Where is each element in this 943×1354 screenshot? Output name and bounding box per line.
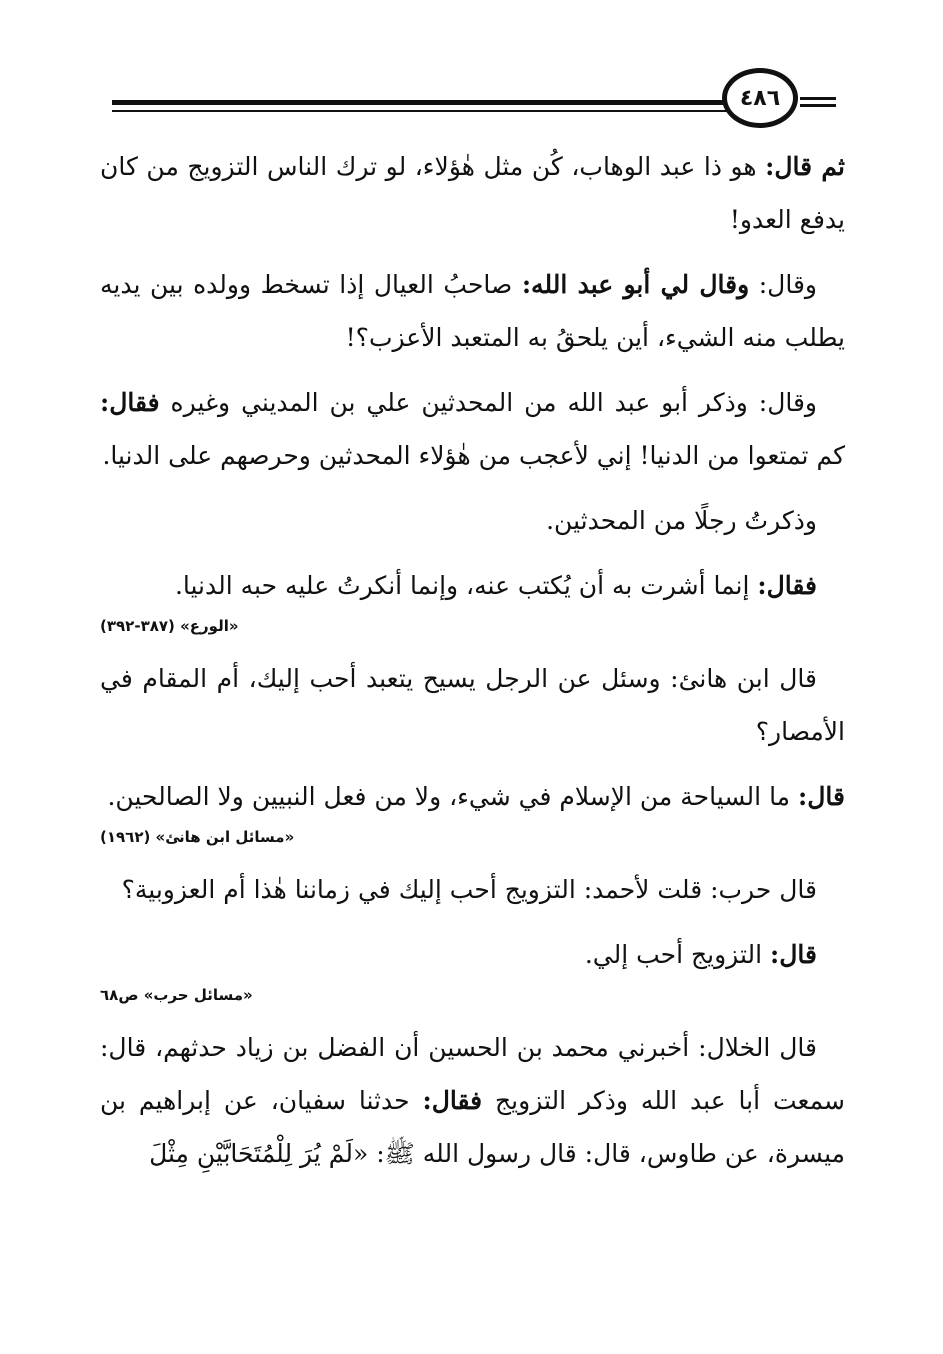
paragraph-text: كم تمتعوا من الدنيا! إني لأعجب من هٰؤلاء المحدثين وحرصهم على الدنيا. xyxy=(102,441,845,470)
paragraph-9 xyxy=(100,928,845,981)
source-text: «الورع» (٣٨٧-٣٩٢) xyxy=(100,617,239,635)
speaker-lead: فقال: xyxy=(422,1086,483,1115)
paragraph-1 xyxy=(100,140,845,246)
source-citation-2 xyxy=(100,825,845,849)
speaker-lead: فقال: xyxy=(757,571,817,600)
paragraph-text: وذكرتُ رجلًا من المحدثين. xyxy=(546,506,817,535)
header-rule-right-top xyxy=(800,97,836,100)
header-rule-right-bottom xyxy=(800,104,836,107)
paragraph-3 xyxy=(100,376,845,482)
paragraph-pre: وقال: وذكر أبو عبد الله من المحدثين علي بن المديني وغيره xyxy=(159,388,817,417)
paragraph-5 xyxy=(100,559,845,612)
paragraph-text: قال الخلال: أخبرني محمد بن الحسين أن الفضل بن زياد حدثهم، قال: سمعت أبا عبد الله وذكر التزويج xyxy=(100,1033,845,1115)
header-rule-thin xyxy=(112,110,730,112)
speaker-lead: فقال: xyxy=(100,388,160,417)
paragraph-text: هو ذا عبد الوهاب، كُن مثل هٰؤلاء، لو ترك الناس التزويج من كان يدفع العدو! xyxy=(100,152,845,234)
paragraph-text-cont: حدثنا سفيان، عن إبراهيم بن ميسرة، عن طاوس، قال: قال رسول الله ﷺ: «لَمْ يُرَ لِلْمُتَحَابَّيْنِ مِثْلَ xyxy=(100,1086,845,1168)
page-number: ٤٨٦ xyxy=(722,68,798,128)
paragraph-text: التزويج أحب إلي. xyxy=(584,940,771,969)
paragraph-4 xyxy=(100,494,845,547)
paragraph-text: قال ابن هانئ: وسئل عن الرجل يسيح يتعبد أحب إليك، أم المقام في الأمصار؟ xyxy=(100,664,845,746)
source-text: «مسائل ابن هانئ» (١٩٦٢) xyxy=(100,828,295,846)
paragraph-10 xyxy=(100,1021,845,1180)
paragraph-7 xyxy=(100,770,845,823)
page-body xyxy=(100,140,845,1192)
paragraph-text: قال حرب: قلت لأحمد: التزويج أحب إليك في زماننا هٰذا أم العزوبية؟ xyxy=(121,875,817,904)
paragraph-text: ما السياحة من الإسلام في شيء، ولا من فعل النبيين ولا الصالحين. xyxy=(107,782,799,811)
header-rule-thick xyxy=(112,100,730,105)
source-citation-3 xyxy=(100,983,845,1007)
paragraph-6 xyxy=(100,652,845,758)
paragraph-text: صاحبُ العيال إذا تسخط وولده بين يديه يطلب منه الشيء، أين يلحقُ به المتعبد الأعزب؟! xyxy=(100,270,845,352)
speaker-lead: ثم قال: xyxy=(765,152,845,181)
paragraph-8 xyxy=(100,863,845,916)
speaker-lead: قال: xyxy=(798,782,845,811)
paragraph-pre: وقال: xyxy=(749,270,817,299)
source-text: «مسائل حرب» ص٦٨ xyxy=(100,986,253,1004)
source-citation-1 xyxy=(100,614,845,638)
speaker-lead: قال: xyxy=(770,940,817,969)
paragraph-2 xyxy=(100,258,845,364)
paragraph-text: إنما أشرت به أن يُكتب عنه، وإنما أنكرتُ عليه حبه الدنيا. xyxy=(174,571,758,600)
speaker-lead: وقال لي أبو عبد الله: xyxy=(521,270,750,299)
page-header xyxy=(0,0,943,140)
